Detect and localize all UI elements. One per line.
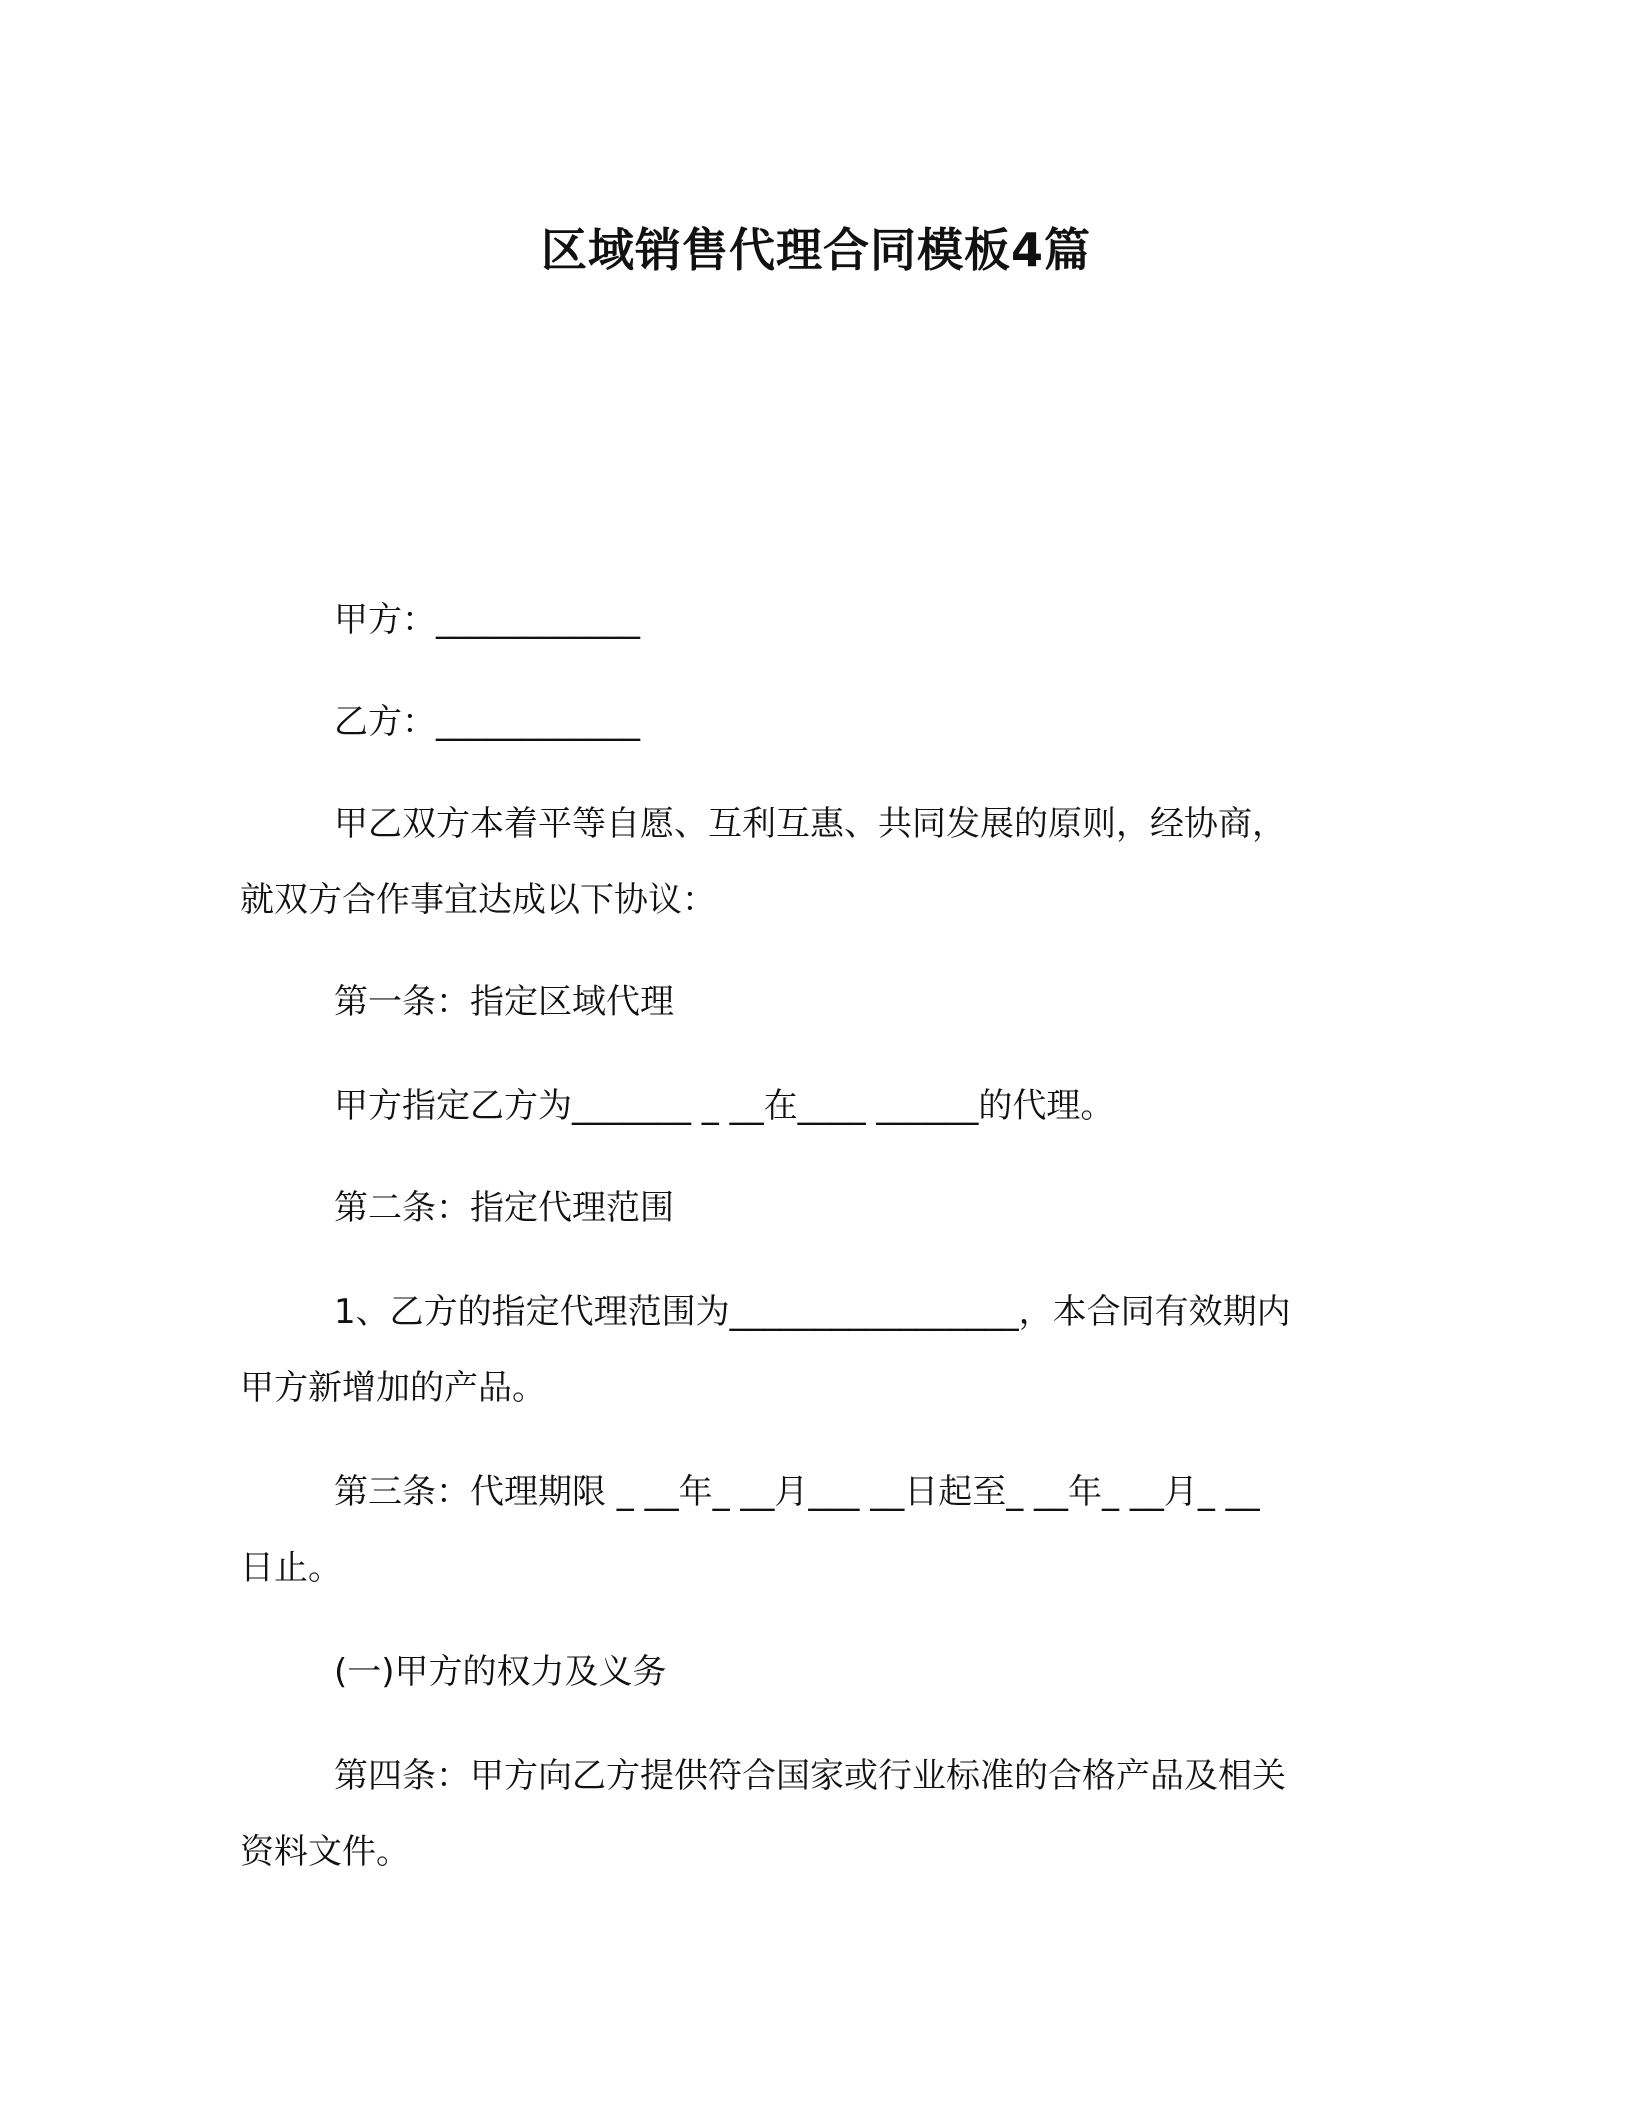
party-a-line: 甲方：____________ [334,600,640,640]
article-2-heading: 第二条：指定代理范围 [334,1188,674,1228]
article-4-line-2: 资料文件。 [240,1832,410,1872]
preamble-line-2: 就双方合作事宜达成以下协议： [240,880,716,920]
article-4-line-1: 第四条：甲方向乙方提供符合国家或行业标准的合格产品及相关 [334,1756,1286,1796]
article-1-body: 甲方指定乙方为_______ _ __在____ ______的代理。 [334,1086,1115,1126]
document-title: 区域销售代理合同模板4篇 [540,223,1091,277]
article-2-clause-1-line-2: 甲方新增加的产品。 [240,1368,546,1408]
article-1-heading: 第一条：指定区域代理 [334,982,674,1022]
preamble-line-1: 甲乙双方本着平等自愿、互利互惠、共同发展的原则，经协商， [334,804,1286,844]
section-1-heading: (一)甲方的权力及义务 [334,1652,667,1692]
article-2-clause-1-line-1: 1、乙方的指定代理范围为_________________，本合同有效期内 [334,1292,1291,1332]
article-3-line-1: 第三条：代理期限 _ __年_ __月___ __日起至_ __年_ __月_ __ [334,1472,1260,1512]
article-3-line-2: 日止。 [240,1548,342,1588]
party-b-line: 乙方：____________ [334,702,640,742]
